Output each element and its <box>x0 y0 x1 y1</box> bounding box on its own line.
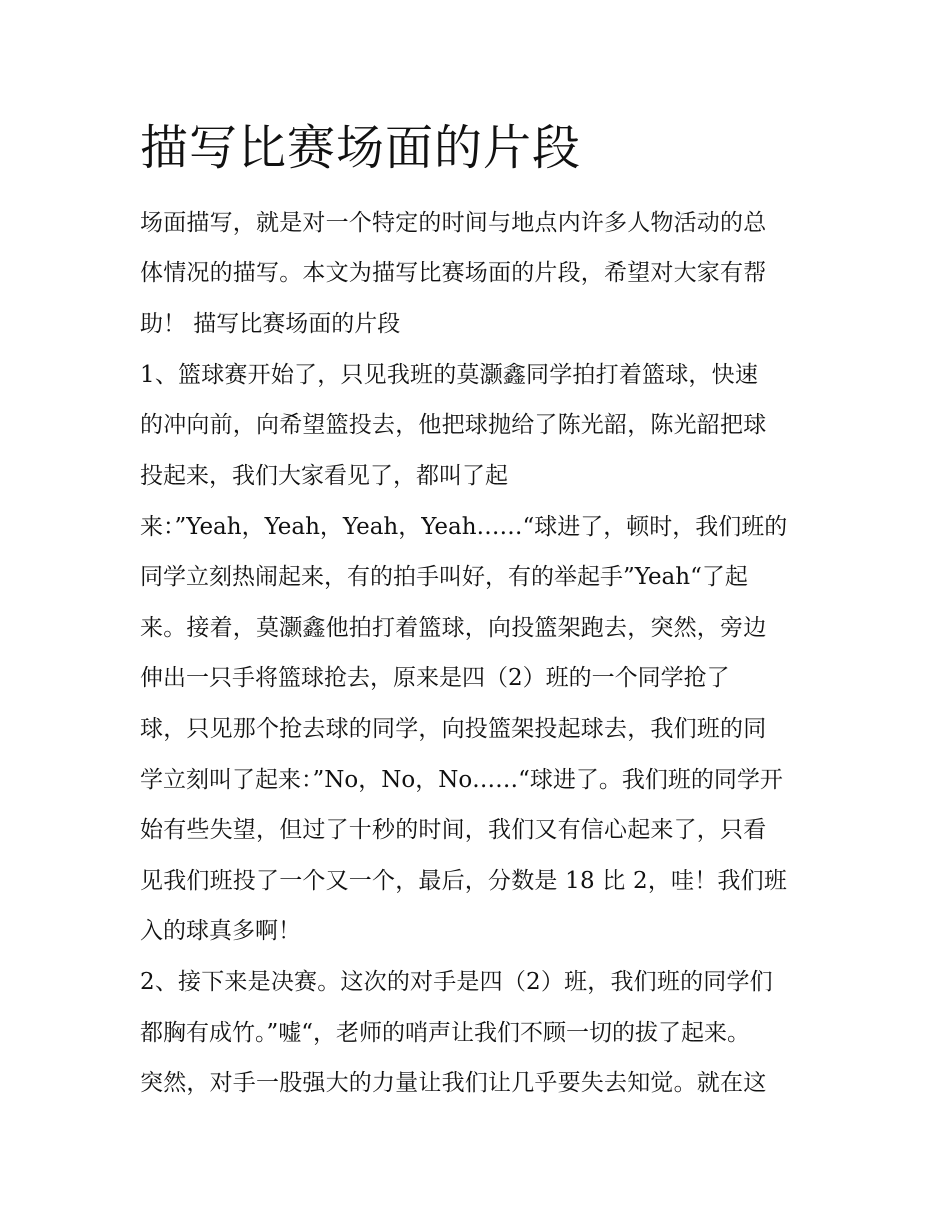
text-line: 学立刻叫了起来：”No，No，No……“球进了。我们班的同学开 <box>140 767 783 793</box>
text-line: 突然，对手一股强大的力量让我们让几乎要失去知觉。就在这 <box>140 1070 767 1096</box>
text-line: 来。接着，莫灏鑫他拍打着篮球，向投篮架跑去，突然，旁边 <box>140 615 767 641</box>
text-line: 投起来，我们大家看见了，都叫了起 <box>140 463 508 489</box>
text-line: 场面描写，就是对一个特定的时间与地点内许多人物活动的总 <box>140 210 767 236</box>
document-title: 描写比赛场面的片段 <box>140 120 582 176</box>
text-line: 始有些失望，但过了十秒的时间，我们又有信心起来了，只看 <box>140 817 767 843</box>
text-line: 的冲向前，向希望篮投去，他把球抛给了陈光韶，陈光韶把球 <box>140 412 767 438</box>
text-line: 来：”Yeah，Yeah，Yeah，Yeah……“球进了，顿时，我们班的 <box>140 514 788 540</box>
text-line: 都胸有成竹。”嘘“，老师的哨声让我们不顾一切的拔了起来。 <box>140 1020 751 1046</box>
text-line: 助！ 描写比赛场面的片段 <box>140 311 401 337</box>
text-line: 2、接下来是决赛。这次的对手是四（2）班，我们班的同学们 <box>140 969 773 995</box>
text-line: 球，只见那个抢去球的同学，向投篮架投起球去，我们班的同 <box>140 716 767 742</box>
text-line: 体情况的描写。本文为描写比赛场面的片段，希望对大家有帮 <box>140 260 767 286</box>
text-line: 伸出一只手将篮球抢去，原来是四（2）班的一个同学抢了 <box>140 665 730 691</box>
text-line: 见我们班投了一个又一个，最后，分数是 18 比 2，哇！我们班 <box>140 868 788 894</box>
text-line: 1、篮球赛开始了，只见我班的莫灏鑫同学拍打着篮球，快速 <box>140 362 759 388</box>
text-line: 入的球真多啊！ <box>140 918 301 944</box>
text-line: 同学立刻热闹起来，有的拍手叫好，有的举起手”Yeah“了起 <box>140 564 748 590</box>
